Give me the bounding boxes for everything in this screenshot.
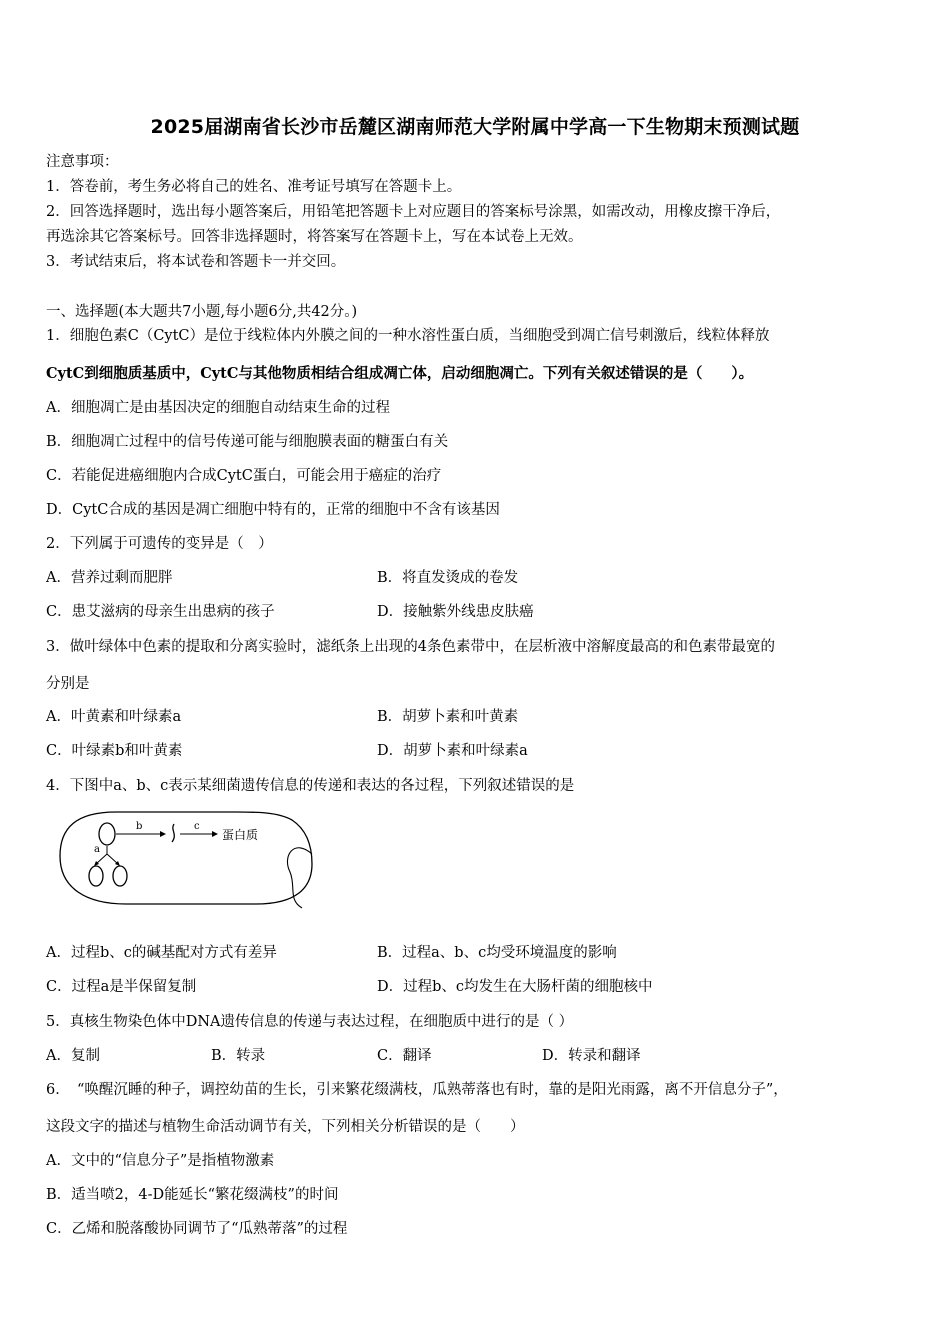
label-a: a: [94, 844, 100, 855]
q3-option-a: A．叶黄素和叶绿素a: [46, 709, 182, 725]
q1-option-c: C．若能促进癌细胞内合成CytC蛋白，可能会用于癌症的治疗: [46, 468, 442, 484]
bacterium-diagram: [56, 808, 320, 914]
q4-option-c: C．过程a是半保留复制: [46, 979, 197, 995]
q1-option-b: B．细胞凋亡过程中的信号传递可能与细胞膜表面的糖蛋白有关: [46, 434, 449, 450]
cell-outline: [60, 812, 312, 904]
q3-option-d: D．胡萝卜素和叶绿素a: [377, 743, 528, 759]
replication-arrow-right: [107, 854, 118, 864]
q6-option-b: B．适当喷2，4-D能延长“繁花缀满枝”的时间: [46, 1187, 339, 1203]
flagellum: [287, 848, 312, 908]
q2-option-d: D．接触紫外线患皮肤癌: [377, 604, 534, 620]
q2-stem: 2．下列属于可遗传的变异是（ ）: [46, 536, 273, 552]
q6-stem-line1: 6． “唤醒沉睡的种子，调控幼苗的生长，引来繁花缀满枝，瓜熟蒂落也有时，靠的是阳光雨露，离不开信息分子”，: [46, 1082, 788, 1098]
q6-stem-line2: 这段文字的描述与植物生命活动调节有关，下列相关分析错误的是（ ）: [46, 1119, 525, 1135]
q5-option-d: D．转录和翻译: [542, 1048, 641, 1064]
q5-option-c: C．翻译: [377, 1048, 432, 1064]
q1-option-a: A．细胞凋亡是由基因决定的细胞自动结束生命的过程: [46, 400, 390, 416]
q5-option-b: B．转录: [211, 1048, 266, 1064]
q4-stem: 4．下图中a、b、c表示某细菌遗传信息的传递和表达的各过程，下列叙述错误的是: [46, 778, 575, 794]
notice-item-2: 2．回答选择题时，选出每小题答案后，用铅笔把答题卡上对应题目的答案标号涂黑，如需改动，用橡皮擦干净后，: [46, 204, 781, 220]
q6-option-a: A．文中的“信息分子”是指植物激素: [46, 1153, 275, 1169]
notice-item-1: 1．答卷前，考生务必将自己的姓名、准考证号填写在答题卡上。: [46, 179, 462, 195]
arrowhead-c: [212, 831, 218, 837]
dna-circle: [99, 823, 115, 845]
daughter-dna-left: [89, 866, 103, 886]
notice-item-3: 3．考试结束后，将本试卷和答题卡一并交回。: [46, 254, 346, 270]
mrna-strand: [172, 824, 174, 842]
q6-option-c: C．乙烯和脱落酸协同调节了“瓜熟蒂落”的过程: [46, 1221, 348, 1237]
q5-stem: 5．真核生物染色体中DNA遗传信息的传递与表达过程，在细胞质中进行的是（ ）: [46, 1014, 574, 1030]
q1-option-d: D．CytC合成的基因是凋亡细胞中特有的，正常的细胞中不含有该基因: [46, 502, 500, 518]
notice-item-2-cont: 再选涂其它答案标号。回答非选择题时，将答案写在答题卡上，写在本试卷上无效。: [46, 229, 583, 245]
q3-option-b: B．胡萝卜素和叶黄素: [377, 709, 519, 725]
section-heading: 一、选择题(本大题共7小题,每小题6分,共42分。): [46, 304, 358, 320]
arrowhead-b: [160, 831, 166, 837]
q4-option-a: A．过程b、c的碱基配对方式有差异: [46, 945, 277, 961]
q1-stem-line2: CytC到细胞质基质中，CytC与其他物质相结合组成凋亡体，启动细胞凋亡。下列有关叙述错误的是（ ）。: [46, 365, 754, 382]
q2-option-c: C．患艾滋病的母亲生出患病的孩子: [46, 604, 275, 620]
q3-stem-line2: 分别是: [46, 676, 90, 692]
label-protein: 蛋白质: [222, 828, 259, 842]
page-title: 2025届湖南省长沙市岳麓区湖南师范大学附属中学高一下生物期末预测试题: [150, 116, 800, 138]
q3-stem-line1: 3．做叶绿体中色素的提取和分离实验时，滤纸条上出现的4条色素带中，在层析液中溶解度最高的和色素带最宽的: [46, 639, 775, 655]
q4-option-b: B．过程a、b、c均受环境温度的影响: [377, 945, 617, 961]
label-c: c: [194, 821, 200, 832]
label-b: b: [136, 821, 143, 832]
daughter-dna-right: [113, 866, 127, 886]
q1-stem-line1: 1．细胞色素C（CytC）是位于线粒体内外膜之间的一种水溶性蛋白质，当细胞受到凋亡信号刺激后，线粒体释放: [46, 328, 770, 344]
q5-option-a: A．复制: [46, 1048, 100, 1064]
replication-arrow-left: [96, 854, 107, 864]
q2-option-b: B．将直发烫成的卷发: [377, 570, 519, 586]
notice-heading: 注意事项：: [46, 154, 119, 170]
q3-option-c: C．叶绿素b和叶黄素: [46, 743, 183, 759]
q2-option-a: A．营养过剩而肥胖: [46, 570, 173, 586]
q4-option-d: D．过程b、c均发生在大肠杆菌的细胞核中: [377, 979, 653, 995]
